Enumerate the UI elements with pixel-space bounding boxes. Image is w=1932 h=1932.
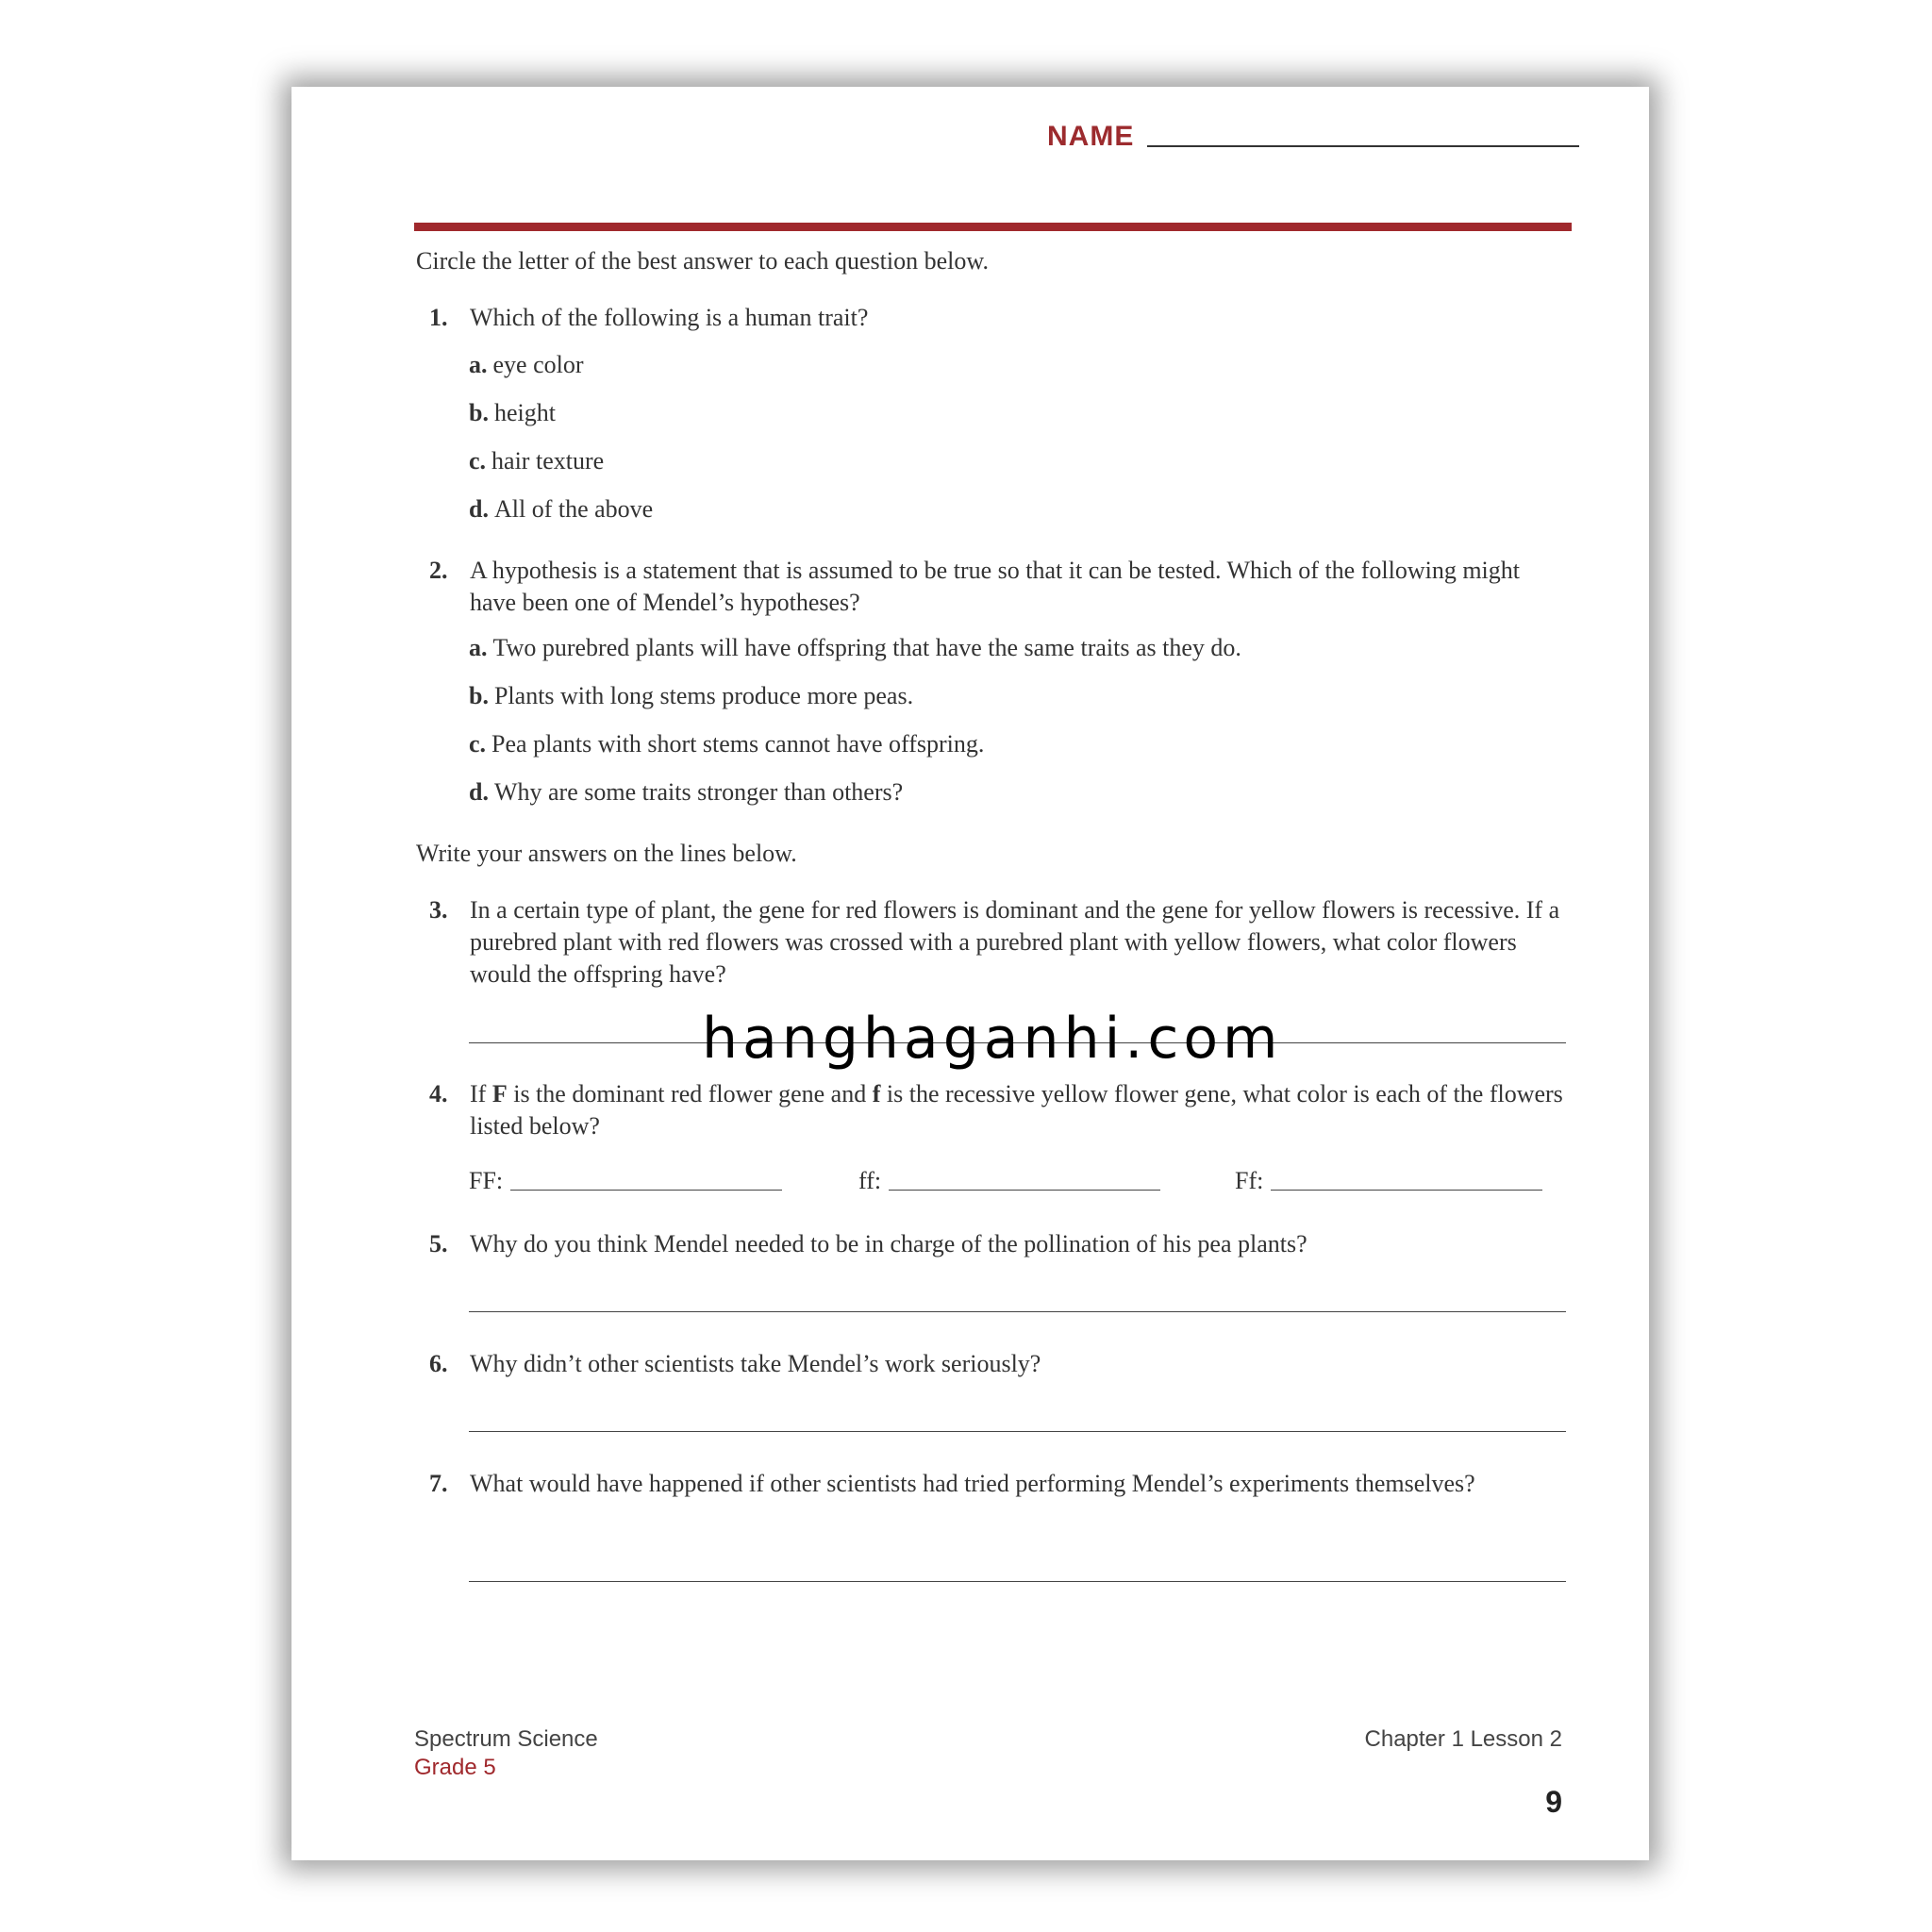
text-part: is the dominant red flower gene and [507,1080,873,1108]
blank-label: Ff: [1235,1167,1264,1194]
blank-label: ff: [858,1167,882,1194]
answer-option[interactable] [469,495,653,524]
answer-line-q6[interactable] [469,1431,1566,1432]
question-number: 1. [429,304,448,331]
option-text: All of the above [493,495,654,523]
question-number: 4. [429,1080,448,1108]
gene-symbol-dominant: F [491,1080,508,1108]
answer-line-q7[interactable] [469,1581,1566,1582]
question-number: 7. [429,1470,448,1497]
text-part: If [470,1080,492,1108]
option-letter: b. [469,682,489,709]
blank-line[interactable] [889,1190,1160,1191]
answer-option[interactable] [469,778,903,807]
question-text: Which of the following is a human trait? [470,304,869,331]
question-number: 6. [429,1350,448,1377]
answer-option[interactable] [469,351,584,379]
question-number: 5. [429,1230,448,1257]
footer-book-title: Spectrum Science [414,1726,598,1752]
answer-option[interactable] [469,399,556,427]
footer-grade: Grade 5 [414,1755,496,1780]
blank-line[interactable] [1271,1190,1542,1191]
answer-option[interactable] [469,634,1241,662]
header-rule [414,223,1572,231]
question-text: In a certain type of plant, the gene for red flowers is dominant and the gene for yellow flowers is recessive. If a purebred plant with red flowers was crossed with a purebred plant with yellow flowers, what color flowers would the offspring have? [470,896,1560,988]
question-text: What would have happened if other scientists had tried performing Mendel’s experiments themselves? [470,1470,1475,1497]
blank-ff-hybrid[interactable] [1235,1167,1542,1195]
question-text: A hypothesis is a statement that is assumed to be true so that it can be tested. Which of the following might have been one of Mendel’s hypotheses? [470,557,1520,616]
circle-instruction: Circle the letter of the best answer to each question below. [416,247,989,275]
write-instruction: Write your answers on the lines below. [416,840,797,867]
answer-option[interactable] [469,730,984,758]
watermark: hanghaganhi.com [702,1006,1283,1072]
option-text: Plants with long stems produce more peas. [493,682,914,709]
question-number: 2. [429,557,448,584]
option-letter: a. [469,351,488,378]
option-letter: a. [469,634,488,661]
option-text: hair texture [491,447,605,475]
blank-label: FF: [469,1167,504,1194]
option-letter: d. [469,495,489,523]
answer-line-q5[interactable] [469,1311,1566,1312]
option-text: eye color [492,351,584,378]
question-number: 3. [429,896,448,924]
option-text: height [493,399,556,426]
option-text: Pea plants with short stems cannot have offspring. [491,730,985,758]
question-text [470,1078,1569,1142]
option-letter: c. [469,447,487,475]
answer-option[interactable] [469,447,604,475]
footer-chapter: Chapter 1 Lesson 2 [1364,1726,1562,1752]
page-number: 9 [1545,1785,1562,1819]
option-letter: d. [469,778,489,806]
blank-ff-dominant[interactable] [469,1167,782,1195]
option-letter: c. [469,730,487,758]
name-blank-line[interactable] [1147,145,1579,147]
answer-option[interactable] [469,682,913,710]
gene-symbol-recessive: f [872,1080,881,1108]
option-text: Two purebred plants will have offspring that have the same traits as they do. [492,634,1241,661]
blank-line[interactable] [510,1190,782,1191]
option-letter: b. [469,399,489,426]
option-text: Why are some traits stronger than others? [493,778,904,806]
question-text: Why do you think Mendel needed to be in charge of the pollination of his pea plants? [470,1230,1307,1257]
blank-ff-recessive[interactable] [858,1167,1160,1195]
name-field [1047,121,1579,153]
text-part: is the recessive yellow flower gene, what color is each of the flowers listed below? [470,1080,1563,1140]
name-label: NAME [1047,121,1135,152]
question-text: Why didn’t other scientists take Mendel’s work seriously? [470,1350,1041,1377]
